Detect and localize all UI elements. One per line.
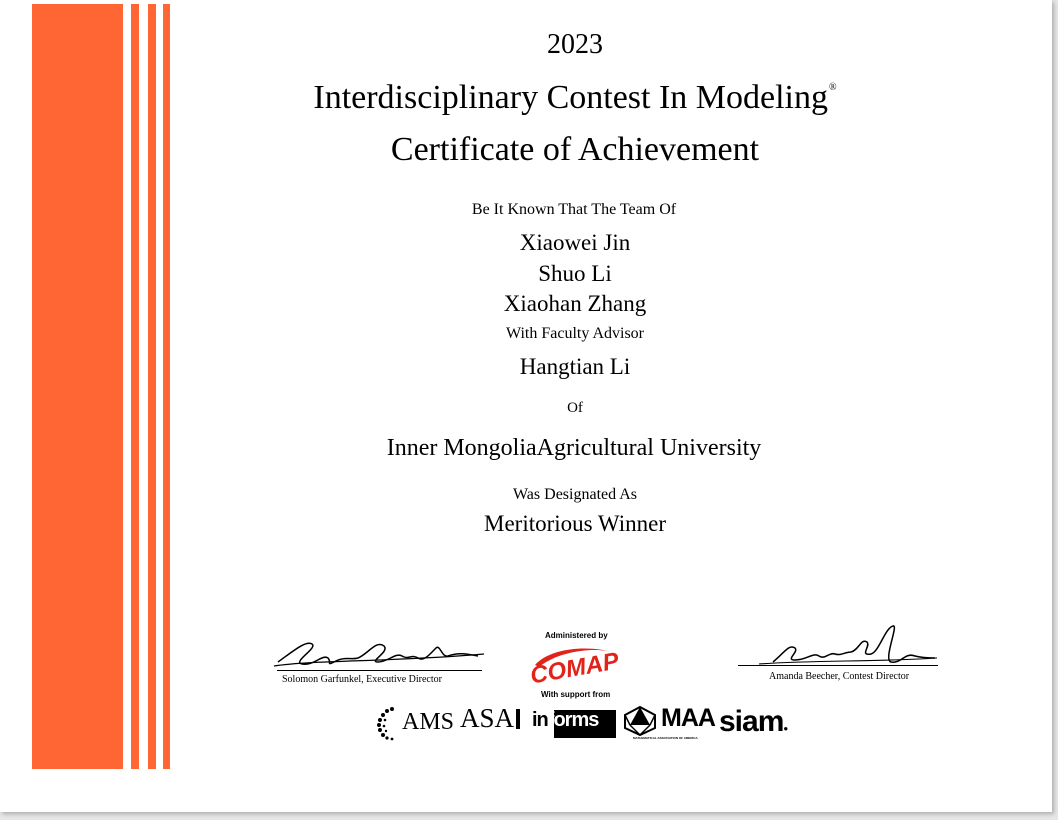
team-member-name: Xiaowei Jin xyxy=(519,230,631,255)
certificate-title: Certificate of Achievement xyxy=(390,131,760,168)
accent-stripe-1 xyxy=(131,4,139,769)
signature-solomon-garfunkel xyxy=(272,632,487,674)
siam-wordmark: siam xyxy=(719,705,784,738)
support-label: With support from xyxy=(541,690,611,699)
accent-stripe-3 xyxy=(163,4,170,769)
designated-label: Was Designated As xyxy=(512,486,638,503)
signature-caption-right: Amanda Beecher, Contest Director xyxy=(769,671,910,682)
award-title: Meritorious Winner xyxy=(484,511,666,536)
signature-line-right xyxy=(738,665,938,666)
ams-logo xyxy=(376,705,454,741)
team-member-name: Xiaohan Zhang xyxy=(503,291,647,316)
team-intro: Be It Known That The Team Of xyxy=(471,201,677,218)
accent-stripe-wide xyxy=(32,4,123,769)
of-label: Of xyxy=(567,400,583,416)
siam-logo xyxy=(719,705,788,739)
comap-logo xyxy=(531,643,619,687)
advisor-name: Hangtian Li xyxy=(519,354,631,379)
asa-wordmark: ASA xyxy=(460,703,515,733)
asa-logo xyxy=(460,703,520,734)
maa-subtitle: MATHEMATICAL ASSOCIATION OF AMERICA xyxy=(633,736,698,740)
contest-name: Interdisciplinary Contest In Modeling® xyxy=(313,79,837,116)
siam-dot-icon: ● xyxy=(783,724,789,733)
accent-stripe-2 xyxy=(148,4,156,769)
ams-dots-icon xyxy=(376,705,398,741)
informs-overlay: informs xyxy=(532,709,599,731)
comap-logo-art xyxy=(531,643,619,687)
maa-icosahedron-icon xyxy=(623,706,657,736)
signature-amanda-beecher xyxy=(755,622,940,674)
certificate-year: 2023 xyxy=(547,29,603,60)
institution-name: Inner MongoliaAgricultural University xyxy=(386,435,762,461)
comap-wordmark: COMAP xyxy=(531,647,619,687)
team-member-name: Shuo Li xyxy=(538,261,612,286)
ams-wordmark: AMS xyxy=(402,709,455,735)
signature-caption-left: Solomon Garfunkel, Executive Director xyxy=(282,674,442,685)
advisor-label: With Faculty Advisor xyxy=(505,325,644,342)
signature-line-left xyxy=(277,670,482,671)
registered-mark: ® xyxy=(829,82,837,93)
asa-bar-icon xyxy=(516,709,520,729)
maa-logo xyxy=(623,706,715,736)
maa-wordmark: MAA xyxy=(661,704,715,732)
administered-by-label: Administered by xyxy=(545,631,608,640)
